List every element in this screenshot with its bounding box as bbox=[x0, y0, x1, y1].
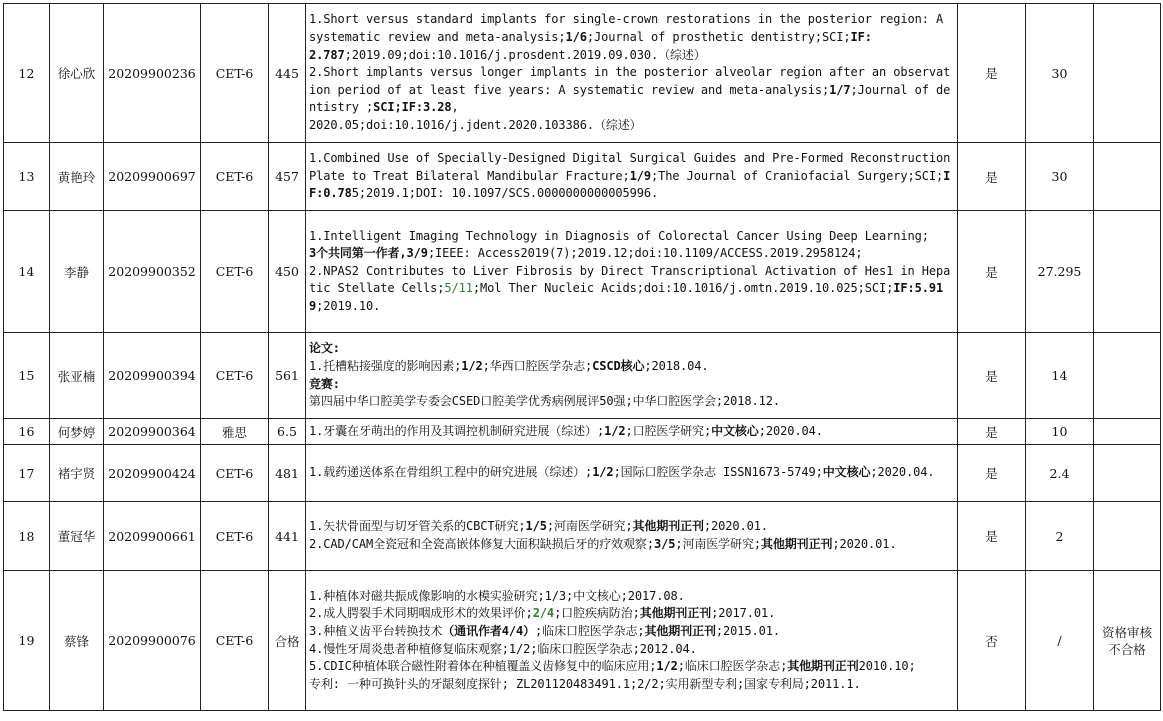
table-row bbox=[4, 571, 1161, 711]
publication-line bbox=[309, 641, 954, 659]
publication-text: 1/7 bbox=[829, 82, 851, 97]
publication-text: 1.矢状骨面型与切牙管关系的CBCT研究; bbox=[309, 519, 526, 534]
publication-text: 2.NPAS2 Contributes to Liver Fibrosis by Direct Transcriptional Activation of Hes1 in Hepatic Stellate Cells; bbox=[309, 263, 951, 296]
publication-line bbox=[309, 605, 954, 623]
publication-text: 2020.05;doi:10.1016/j.jdent.2020.103386.（综述） bbox=[309, 117, 642, 132]
candidate-name: 李静 bbox=[50, 211, 104, 333]
candidate-name: 褚宇贤 bbox=[50, 445, 104, 502]
publication-text: ;华西口腔医学杂志; bbox=[482, 358, 593, 373]
publication-text: ;临床口腔医学杂志; bbox=[677, 659, 788, 674]
student-id: 20209900424 bbox=[104, 445, 201, 502]
publication-text: ;口腔疾病防治; bbox=[554, 606, 640, 621]
publication-text: 其他期刊正刊 bbox=[632, 519, 704, 534]
publication-text: CSCD核心 bbox=[592, 358, 645, 373]
remark bbox=[1094, 445, 1161, 502]
row-number: 15 bbox=[4, 333, 50, 419]
publication-text: 其他期刊正刊 bbox=[644, 623, 716, 638]
publication-line bbox=[309, 117, 954, 135]
publication-text: 竞赛: bbox=[309, 376, 340, 391]
publication-text: 1.牙囊在牙萌出的作用及其调控机制研究进展（综述）; bbox=[309, 423, 605, 438]
publication-line bbox=[309, 464, 954, 482]
publication-line bbox=[309, 518, 954, 536]
publication-text: 1.Short versus standard implants for single-crown restorations in the posterior region: A systematic review and meta-analysis; bbox=[309, 12, 944, 45]
publication-text: ;IEEE: Access2019(7);2019.12;doi:10.1109/ACCESS.2019.2958124; bbox=[427, 246, 863, 261]
publication-text: （通讯作者4/4） bbox=[442, 623, 536, 638]
publication-text: 2/4 bbox=[532, 606, 555, 621]
publication-line bbox=[309, 393, 954, 411]
remark: 资格审核不合格 bbox=[1094, 571, 1161, 711]
publication-line bbox=[309, 423, 954, 441]
research-points: 14 bbox=[1026, 333, 1094, 419]
table-row bbox=[4, 211, 1161, 333]
english-exam: CET-6 bbox=[201, 143, 269, 211]
publications-cell bbox=[306, 502, 958, 571]
publication-text: 其他期刊正刊 bbox=[639, 606, 712, 621]
candidate-name: 何梦婷 bbox=[50, 419, 104, 445]
row-number: 14 bbox=[4, 211, 50, 333]
publication-text: ;河南医学研究; bbox=[675, 537, 761, 551]
publication-text: ;河南医学研究; bbox=[546, 519, 633, 534]
row-number: 19 bbox=[4, 571, 50, 711]
publication-text: 1/2 bbox=[656, 659, 678, 674]
publication-text: ;国际口腔医学杂志 ISSN1673-5749; bbox=[613, 465, 823, 480]
research-points: 2 bbox=[1026, 502, 1094, 571]
research-points: 10 bbox=[1026, 419, 1094, 445]
english-exam: CET-6 bbox=[201, 571, 269, 711]
publication-text: ;2015.01. bbox=[715, 623, 781, 638]
student-id: 20209900697 bbox=[104, 143, 201, 211]
candidate-name: 徐心欣 bbox=[50, 4, 104, 143]
english-score: 561 bbox=[269, 333, 306, 419]
publication-text: 1.Intelligent Imaging Technology in Diagnosis of Colorectal Cancer Using Deep Learning; bbox=[309, 228, 929, 243]
publication-text: 1/9 bbox=[629, 168, 651, 183]
publication-text: ;Mol Ther Nucleic Acids;doi:10.1016/j.omtn.2019.10.025;SCI; bbox=[472, 281, 894, 296]
candidate-table bbox=[3, 3, 1161, 711]
english-score: 481 bbox=[269, 445, 306, 502]
publication-line bbox=[309, 340, 954, 358]
english-exam: CET-6 bbox=[201, 4, 269, 143]
english-score: 6.5 bbox=[269, 419, 306, 445]
remark bbox=[1094, 502, 1161, 571]
table-row bbox=[4, 502, 1161, 571]
publication-text: 2.Short implants versus longer implants in the posterior alveolar region after an observation period of at least five years: A systematic review and meta-analysis; bbox=[309, 65, 951, 97]
row-number: 13 bbox=[4, 143, 50, 211]
publications-cell bbox=[306, 4, 958, 143]
publications-cell bbox=[306, 571, 958, 711]
student-id: 20209900352 bbox=[104, 211, 201, 333]
table-row bbox=[4, 333, 1161, 419]
remark bbox=[1094, 143, 1161, 211]
publication-text: 1/5 bbox=[525, 519, 547, 534]
qualified-flag: 是 bbox=[958, 333, 1026, 419]
qualified-flag: 是 bbox=[958, 211, 1026, 333]
student-id: 20209900364 bbox=[104, 419, 201, 445]
candidate-name: 蔡锋 bbox=[50, 571, 104, 711]
english-exam: CET-6 bbox=[201, 502, 269, 571]
english-score: 457 bbox=[269, 143, 306, 211]
publication-text: SCI;IF:3.28 bbox=[373, 100, 452, 115]
qualified-flag: 是 bbox=[958, 4, 1026, 143]
qualified-flag: 是 bbox=[958, 419, 1026, 445]
publication-line bbox=[309, 47, 954, 65]
research-points: 27.295 bbox=[1026, 211, 1094, 333]
publication-text: 5.CDIC种植体联合磁性附着体在种植覆盖义齿修复中的临床应用; bbox=[309, 659, 657, 674]
publication-text: 2.787 bbox=[309, 47, 345, 62]
candidate-name: 董冠华 bbox=[50, 502, 104, 571]
publication-line bbox=[309, 245, 954, 263]
publication-line bbox=[309, 228, 954, 246]
publication-line bbox=[309, 588, 954, 606]
publication-text: 2.成人腭裂手术同期咽成形术的效果评价; bbox=[309, 606, 533, 621]
english-score: 445 bbox=[269, 4, 306, 143]
publication-text: 1/2 bbox=[604, 423, 626, 438]
publication-line bbox=[309, 376, 954, 394]
table-row bbox=[4, 143, 1161, 211]
publications-cell bbox=[306, 419, 958, 445]
publication-text: 第四届中华口腔美学专委会CSED口腔美学优秀病例展评50强;中华口腔医学会;2018.12. bbox=[309, 394, 780, 409]
publication-text: 2.CAD/CAM全瓷冠和全瓷高嵌体修复大面积缺损后牙的疗效观察; bbox=[309, 537, 654, 551]
publication-text: 1/2 bbox=[592, 465, 614, 480]
publication-text: 2010.10; bbox=[858, 659, 916, 674]
table-row bbox=[4, 4, 1161, 143]
publication-text: 1/6 bbox=[565, 30, 587, 45]
table-row bbox=[4, 419, 1161, 445]
publication-text: ;2019.10. bbox=[316, 298, 381, 313]
english-exam: CET-6 bbox=[201, 211, 269, 333]
publication-text: 1.种植体对磁共振成像影响的水模实验研究;1/3;中文核心;2017.08. bbox=[309, 588, 685, 603]
english-score: 450 bbox=[269, 211, 306, 333]
student-id: 20209900661 bbox=[104, 502, 201, 571]
publication-line bbox=[309, 658, 954, 676]
remark bbox=[1094, 211, 1161, 333]
publication-text: 中文核心 bbox=[711, 423, 759, 438]
candidate-name: 张亚楠 bbox=[50, 333, 104, 419]
candidate-name: 黄艳玲 bbox=[50, 143, 104, 211]
english-score: 合格 bbox=[269, 571, 306, 711]
publication-text: 1.托槽粘接强度的影响因素; bbox=[309, 358, 462, 373]
publication-text: ;The Journal of Craniofacial Surgery;SCI; bbox=[650, 168, 944, 183]
publication-text: 4.慢性牙周炎患者种植修复临床观察;1/2;临床口腔医学杂志;2012.04. bbox=[309, 641, 697, 656]
publication-text: 5;2019.1;DOI: 10.1097/SCS.0000000000005996. bbox=[351, 186, 659, 201]
student-id: 20209900076 bbox=[104, 571, 201, 711]
row-number: 17 bbox=[4, 445, 50, 502]
publication-text: ;Journal of dentistry ; bbox=[309, 82, 951, 115]
publication-text: 1.载药递送体系在骨组织工程中的研究进展（综述）; bbox=[309, 465, 593, 480]
remark bbox=[1094, 419, 1161, 445]
english-exam: 雅思 bbox=[201, 419, 269, 445]
student-id: 20209900394 bbox=[104, 333, 201, 419]
qualified-flag: 是 bbox=[958, 445, 1026, 502]
publication-text: ;2019.09;doi:10.1016/j.prosdent.2019.09.030.（综述） bbox=[344, 47, 706, 62]
table-body bbox=[4, 4, 1161, 711]
remark bbox=[1094, 4, 1161, 143]
publication-text: 5/11 bbox=[444, 281, 473, 296]
row-number: 12 bbox=[4, 4, 50, 143]
publication-text: , bbox=[451, 100, 459, 115]
publication-text: ;临床口腔医学杂志; bbox=[535, 623, 645, 638]
publication-text: ;2018.04. bbox=[644, 358, 709, 373]
publication-text: IF:5.919 bbox=[309, 281, 944, 313]
publication-text: 1.Combined Use of Specially-Designed Digital Surgical Guides and Pre-Formed Reconstruction Plate to Treat Bilateral Mandibular Fracture; bbox=[309, 151, 951, 183]
publication-line bbox=[309, 263, 954, 316]
publication-text: ;2017.01. bbox=[711, 606, 776, 621]
publications-cell bbox=[306, 333, 958, 419]
research-points: 2.4 bbox=[1026, 445, 1094, 502]
research-points: 30 bbox=[1026, 4, 1094, 143]
row-number: 18 bbox=[4, 502, 50, 571]
publication-line bbox=[309, 358, 954, 376]
publication-line bbox=[309, 623, 954, 641]
research-points: / bbox=[1026, 571, 1094, 711]
publication-text: 中文核心 bbox=[822, 465, 871, 480]
publication-text: ;2020.01. bbox=[832, 537, 897, 551]
publication-text: ;2020.04. bbox=[758, 423, 823, 438]
english-exam: CET-6 bbox=[201, 333, 269, 419]
remark bbox=[1094, 333, 1161, 419]
english-score: 441 bbox=[269, 502, 306, 571]
publications-cell bbox=[306, 445, 958, 502]
publications-cell bbox=[306, 211, 958, 333]
publication-text: ;Journal of prosthetic dentistry;SCI; bbox=[586, 30, 851, 45]
publication-text: 3.种植义齿平台转换技术 bbox=[309, 623, 443, 638]
publication-text: ;2020.04. bbox=[870, 465, 935, 480]
publication-text: 1/2 bbox=[461, 358, 483, 373]
publication-text: IF: bbox=[850, 30, 872, 45]
publication-text: 3/5 bbox=[653, 537, 676, 551]
research-points: 30 bbox=[1026, 143, 1094, 211]
publication-text: 论文: bbox=[309, 341, 340, 356]
qualified-flag: 是 bbox=[958, 502, 1026, 571]
publication-text: ;口腔医学研究; bbox=[625, 423, 712, 438]
publication-line bbox=[309, 150, 954, 203]
publication-line bbox=[309, 536, 954, 554]
publication-text: IF:0.78 bbox=[309, 168, 951, 201]
publication-line bbox=[309, 676, 954, 694]
english-exam: CET-6 bbox=[201, 445, 269, 502]
publications-cell bbox=[306, 143, 958, 211]
student-id: 20209900236 bbox=[104, 4, 201, 143]
publication-line bbox=[309, 64, 954, 117]
publication-text: 其他期刊正刊 bbox=[787, 659, 859, 674]
qualified-flag: 是 bbox=[958, 143, 1026, 211]
row-number: 16 bbox=[4, 419, 50, 445]
table-row bbox=[4, 445, 1161, 502]
qualified-flag: 否 bbox=[958, 571, 1026, 711]
publication-text: 其他期刊正刊 bbox=[760, 537, 833, 551]
publication-text: 专利: 一种可换针头的牙龈刻度探针; ZL201120483491.1;2/2;实用新型专利;国家专利局;2011.1. bbox=[309, 676, 861, 691]
publication-text: ;2020.01. bbox=[703, 519, 769, 534]
publication-line bbox=[309, 11, 954, 46]
publication-text: 3个共同第一作者,3/9 bbox=[309, 246, 428, 261]
